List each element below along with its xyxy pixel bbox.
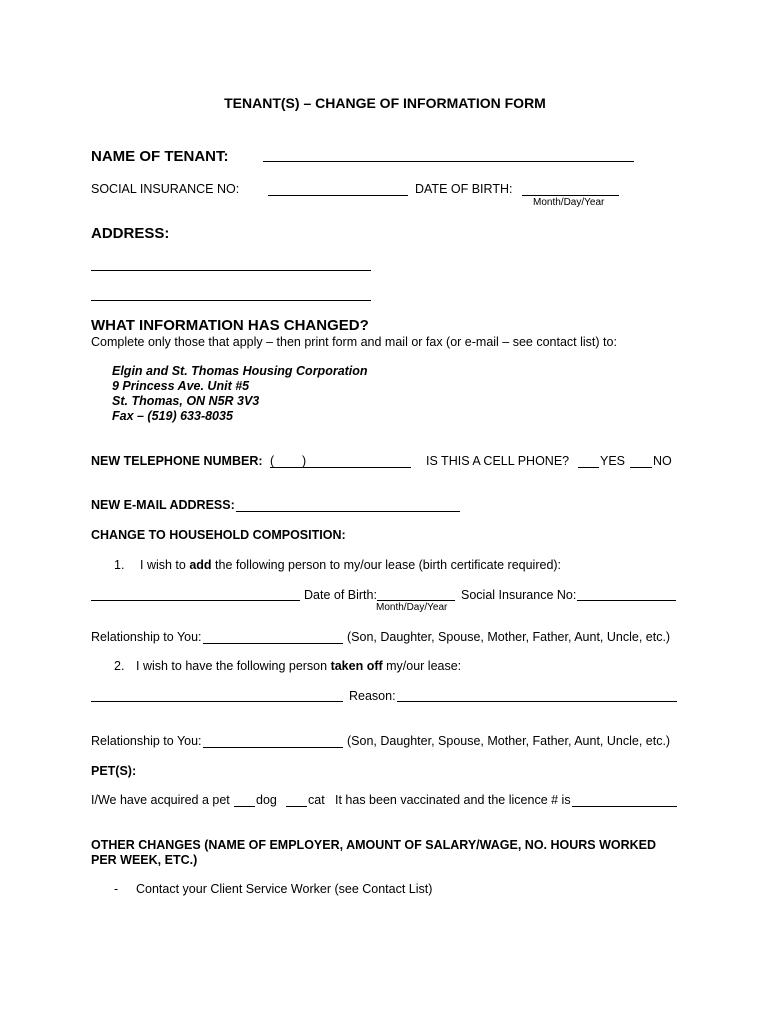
add-relationship-field[interactable] [203,643,343,644]
org-city: St. Thomas, ON N5R 3V3 [112,394,260,408]
remove-item-number: 2. [114,659,125,673]
pets-heading: PET(S): [91,764,137,778]
add-item-text: I wish to add the following person to my/our lease (birth certificate required): [140,558,562,572]
address-line-2-field[interactable] [91,300,371,301]
add-sin-field[interactable] [577,600,676,601]
phone-label: NEW TELEPHONE NUMBER: [91,454,263,468]
address-label: ADDRESS: [91,225,170,242]
cell-yes-field[interactable] [578,467,599,468]
cell-no-label: NO [653,454,672,468]
remove-item-text: I wish to have the following person taken off my/our lease: [136,659,462,673]
add-relationship-hint: (Son, Daughter, Spouse, Mother, Father, Aunt, Uncle, etc.) [347,630,671,644]
dob-format-hint: Month/Day/Year [533,197,605,208]
other-bullet: - [114,882,119,896]
add-item-number: 1. [114,558,125,572]
sin-field[interactable] [268,195,408,196]
remove-person-name-field[interactable] [91,701,343,702]
cell-yes-label: YES [600,454,626,468]
cell-phone-question: IS THIS A CELL PHONE? [426,454,570,468]
form-title: TENANT(S) – CHANGE OF INFORMATION FORM [224,95,546,111]
dob-field[interactable] [522,195,619,196]
email-field[interactable] [236,511,460,512]
sin-label: SOCIAL INSURANCE NO: [91,182,240,196]
pet-cat-label: cat [308,793,325,807]
add-sin-label: Social Insurance No: [461,588,577,602]
add-person-name-field[interactable] [91,600,300,601]
changed-heading: WHAT INFORMATION HAS CHANGED? [91,317,369,334]
remove-reason-label: Reason: [349,689,396,703]
org-fax: Fax – (519) 633-8035 [112,409,233,423]
add-dob-field[interactable] [377,600,455,601]
name-of-tenant-label: NAME OF TENANT: [91,148,229,165]
pet-dog-field[interactable] [234,806,255,807]
other-item: Contact your Client Service Worker (see Contact List) [136,882,433,896]
pet-dog-label: dog [256,793,277,807]
add-dob-format-hint: Month/Day/Year [376,602,448,613]
tenant-name-field[interactable] [263,161,634,162]
pet-cat-field[interactable] [286,806,307,807]
phone-area-open: ( [270,454,275,468]
pets-text-b: It has been vaccinated and the licence # is [335,793,571,807]
remove-relationship-hint: (Son, Daughter, Spouse, Mother, Father, Aunt, Uncle, etc.) [347,734,671,748]
org-name: Elgin and St. Thomas Housing Corporation [112,364,368,378]
pets-text-a: I/We have acquired a pet [91,793,230,807]
changed-instructions: Complete only those that apply – then print form and mail or fax (or e-mail – see contact list) to: [91,335,617,349]
dob-label: DATE OF BIRTH: [415,182,513,196]
add-relationship-label: Relationship to You: [91,630,202,644]
remove-relationship-field[interactable] [203,747,343,748]
household-heading: CHANGE TO HOUSEHOLD COMPOSITION: [91,528,346,542]
email-label: NEW E-MAIL ADDRESS: [91,498,235,512]
cell-no-field[interactable] [630,467,652,468]
phone-area-close: ) [302,454,307,468]
org-street: 9 Princess Ave. Unit #5 [112,379,250,393]
remove-relationship-label: Relationship to You: [91,734,202,748]
remove-reason-field[interactable] [397,701,677,702]
other-heading-line1: OTHER CHANGES (NAME OF EMPLOYER, AMOUNT OF SALARY/WAGE, NO. HOURS WORKED [91,838,657,852]
phone-number-field[interactable] [270,467,411,468]
other-heading-line2: PER WEEK, ETC.) [91,853,198,867]
add-dob-label: Date of Birth: [304,588,377,602]
pet-licence-field[interactable] [572,806,677,807]
address-line-1-field[interactable] [91,270,371,271]
